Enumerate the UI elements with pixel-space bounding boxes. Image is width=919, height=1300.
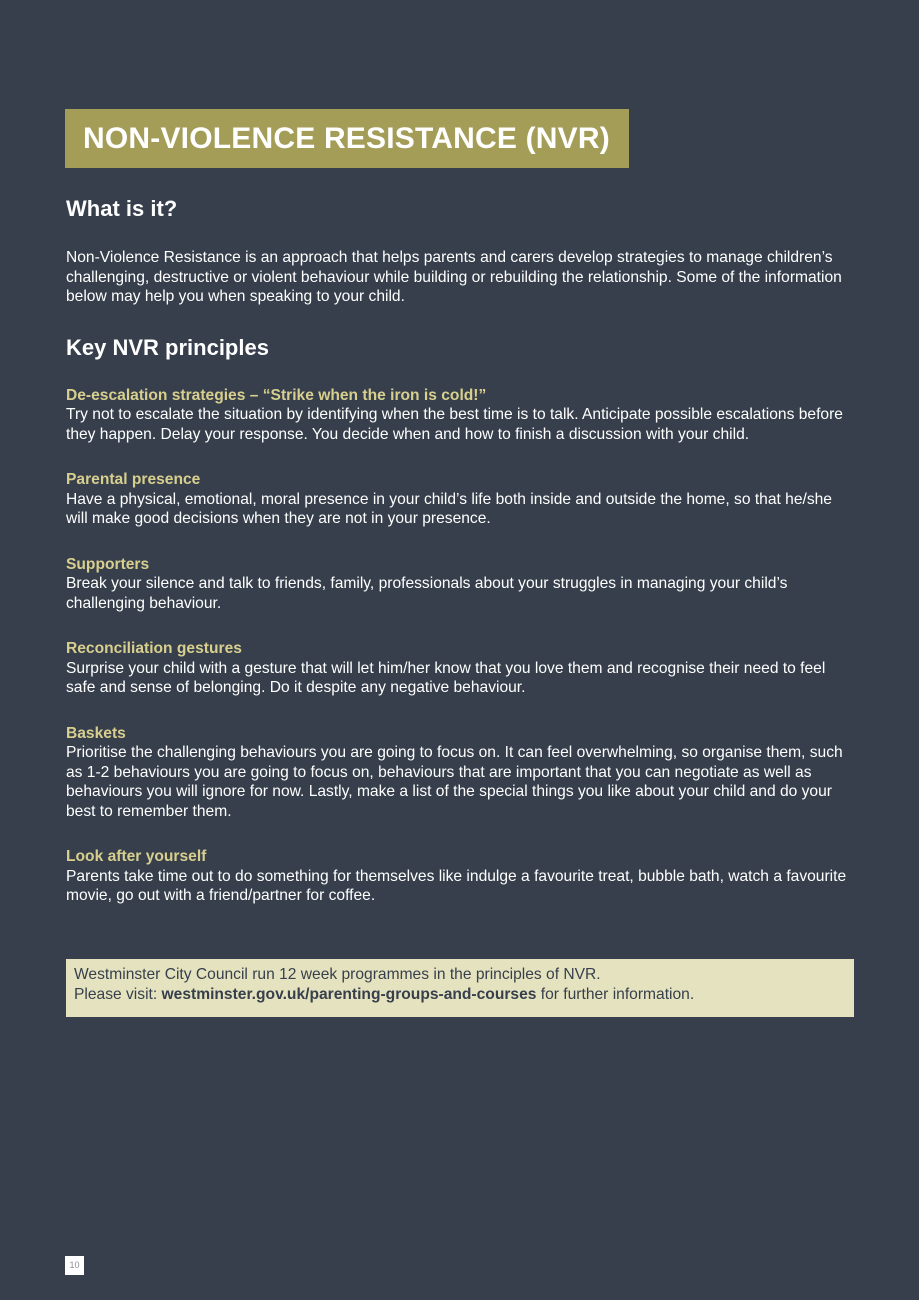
principle-body: Have a physical, emotional, moral presence in your child’s life both inside and outside the home, so that he/she will make good decisions when they are not in your presence. [66,490,832,528]
principle-heading: De-escalation strategies – “Strike when the iron is cold!” [66,386,487,404]
page-title: NON-VIOLENCE RESISTANCE (NVR) [65,109,629,168]
principle-supporters [66,555,854,614]
what-is-it-heading: What is it? [66,196,178,221]
principles-list [66,386,854,906]
info-callout-box [66,959,854,1017]
page-number: 10 [65,1256,84,1275]
principle-heading: Look after yourself [66,848,207,866]
principle-heading: Parental presence [66,471,201,489]
callout-suffix: for further information. [536,985,695,1003]
parenting-courses-link[interactable]: westminster.gov.uk/parenting-groups-and-courses [161,985,537,1003]
principle-reconciliation [66,639,854,698]
principle-de-escalation [66,386,854,445]
principle-body: Break your silence and talk to friends, family, professionals about your struggles in managing your child’s challenging behaviour. [66,575,788,612]
principle-body: Surprise your child with a gesture that will let him/her know that you love them and recognise their need to feel safe and sense of belonging. Do it despite any negative behaviour. [66,659,826,697]
intro-paragraph: Non-Violence Resistance is an approach that helps parents and carers develop strategies to manage children’s challenging, destructive or violent behaviour while building or rebuilding the relationship. Some of the information below may help you when speaking to your child. [66,249,842,306]
key-principles-heading: Key NVR principles [66,334,269,360]
principle-parental-presence [66,470,854,529]
principle-heading: Reconciliation gestures [66,640,242,658]
principle-heading: Baskets [66,724,126,742]
principle-body: Prioritise the challenging behaviours you are going to focus on. It can feel overwhelming, so organise them, such as 1-2 behaviours you are going to focus on, behaviours that are important that you can negotiate as well as behaviours you will ignore for now. Lastly, make a list of the special things you like about your child and do your best to remember them. [66,744,843,820]
principle-body: Try not to escalate the situation by identifying when the best time is to talk. Anticipate possible escalations before they happen. Delay your response. You decide when and how to finish a discussion with your child. [66,406,843,443]
callout-line-2 [74,985,846,1005]
page-content [66,109,854,932]
principle-heading: Supporters [66,555,150,573]
callout-line-1: Westminster City Council run 12 week programmes in the principles of NVR. [74,966,601,983]
principle-look-after-yourself [66,847,854,906]
principle-baskets [66,724,854,822]
principle-body: Parents take time out to do something for themselves like indulge a favourite treat, bubble bath, watch a favourite movie, go out with a friend/partner for coffee. [66,867,847,905]
callout-prefix: Please visit: [74,985,162,1003]
